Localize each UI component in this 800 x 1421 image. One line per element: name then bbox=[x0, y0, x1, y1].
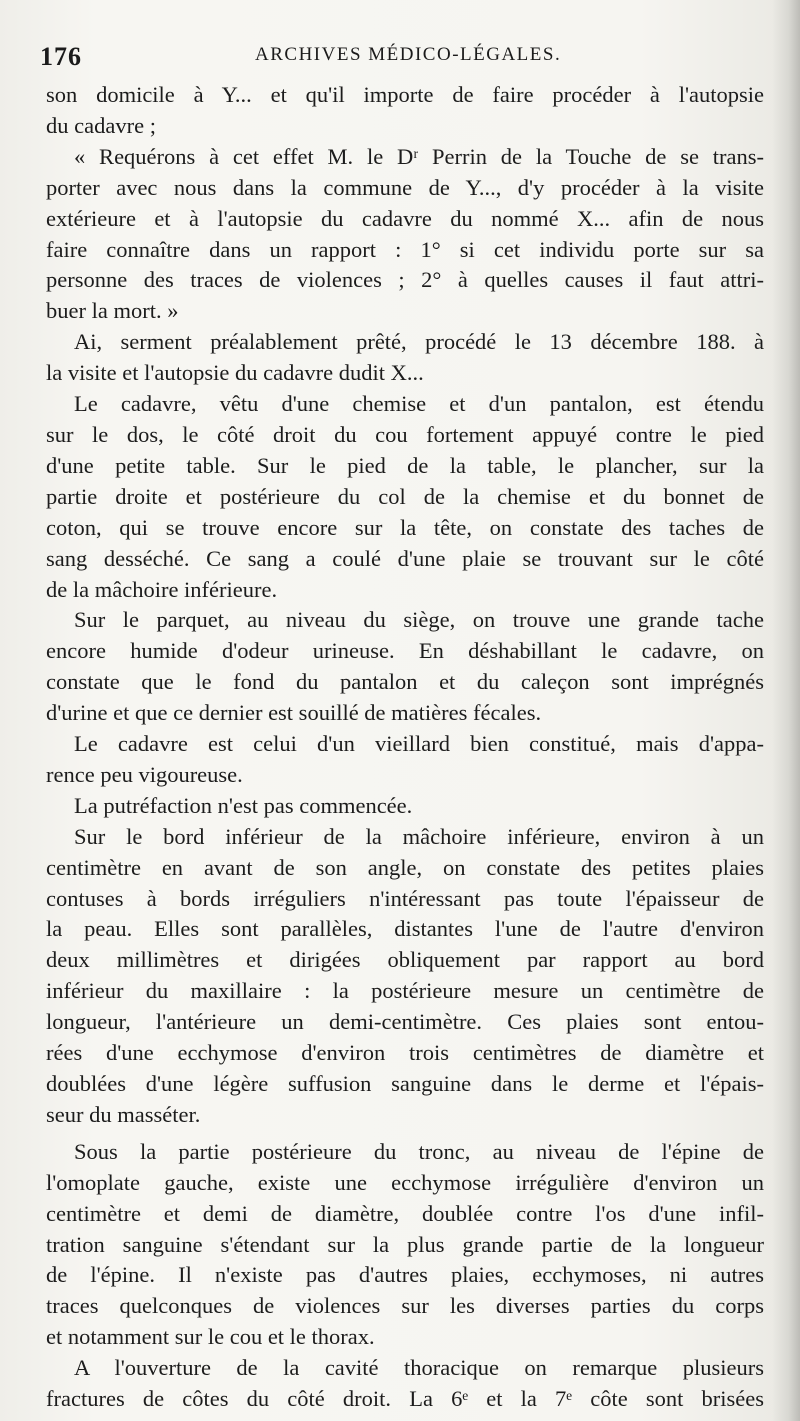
text-line: tration sanguine s'étendant sur la plus grande partie de la longueur bbox=[46, 1231, 764, 1257]
text-line: et notamment sur le cou et le thorax. bbox=[46, 1324, 375, 1350]
text-line: constate que le fond du pantalon et du caleçon sont imprégnés bbox=[46, 669, 764, 695]
text-line: personne des traces de violences ; 2° à quelles causes il faut attri- bbox=[46, 267, 764, 293]
running-head: ARCHIVES MÉDICO-LÉGALES. bbox=[255, 44, 562, 65]
text-line: Le cadavre, vêtu d'une chemise et d'un pantalon, est étendu bbox=[74, 391, 764, 417]
text-line: deux millimètres et dirigées obliquement par rapport au bord bbox=[46, 947, 764, 973]
text-line: inférieur du maxillaire : la postérieure mesure un centimètre de bbox=[46, 978, 764, 1004]
text-line: porter avec nous dans la commune de Y..., d'y procéder à la visite bbox=[46, 174, 764, 200]
text-line: d'une petite table. Sur le pied de la table, le plancher, sur la bbox=[46, 452, 764, 478]
text-line: contuses à bords irréguliers n'intéressant pas toute l'épaisseur de bbox=[46, 885, 764, 911]
text-line: la peau. Elles sont parallèles, distantes l'une de l'autre d'environ bbox=[46, 916, 764, 942]
body-text bbox=[46, 80, 764, 1415]
text-line: de la mâchoire inférieure. bbox=[46, 576, 278, 602]
text-line: Sur le bord inférieur de la mâchoire inférieure, environ à un bbox=[74, 823, 764, 849]
text-line: la visite et l'autopsie du cadavre dudit X... bbox=[46, 360, 424, 386]
text-line: A l'ouverture de la cavité thoracique on remarque plusieurs bbox=[74, 1355, 764, 1381]
text-line: extérieure et à l'autopsie du cadavre du nommé X... afin de nous bbox=[46, 205, 764, 231]
text-line: centimètre en avant de son angle, on constate des petites plaies bbox=[46, 854, 764, 880]
text-line: Sous la partie postérieure du tronc, au niveau de l'épine de bbox=[74, 1138, 764, 1164]
text-line: de l'épine. Il n'existe pas d'autres plaies, ecchymoses, ni autres bbox=[46, 1262, 764, 1288]
text-line: Sur le parquet, au niveau du siège, on trouve une grande tache bbox=[74, 607, 764, 633]
text-line: encore humide d'odeur urineuse. En déshabillant le cadavre, on bbox=[46, 638, 764, 664]
text-line: Le cadavre est celui d'un vieillard bien constitué, mais d'appa- bbox=[74, 731, 764, 757]
text-line: l'omoplate gauche, existe une ecchymose irrégulière d'environ un bbox=[46, 1169, 764, 1195]
text-line: La putréfaction n'est pas commencée. bbox=[74, 792, 413, 818]
text-line: Ai, serment préalablement prêté, procédé le 13 décembre 188. à bbox=[74, 329, 764, 355]
text-line: sang desséché. Ce sang a coulé d'une plaie se trouvant sur le côté bbox=[46, 545, 764, 571]
text-line: sur le dos, le côté droit du cou fortement appuyé contre le pied bbox=[46, 421, 764, 447]
page-header bbox=[40, 38, 770, 78]
text-line: buer la mort. » bbox=[46, 298, 179, 324]
text-line: d'urine et que ce dernier est souillé de matières fécales. bbox=[46, 700, 542, 726]
text-line: rées d'une ecchymose d'environ trois centimètres de diamètre et bbox=[46, 1040, 764, 1066]
text-line: du cadavre ; bbox=[46, 112, 156, 138]
text-line: son domicile à Y... et qu'il importe de faire procéder à l'autopsie bbox=[46, 82, 764, 107]
page-gutter-shadow bbox=[772, 0, 800, 1421]
text-line: doublées d'une légère suffusion sanguine dans le derme et l'épais- bbox=[46, 1071, 764, 1096]
text-line: longueur, l'antérieure un demi-centimètre. Ces plaies sont entou- bbox=[46, 1009, 764, 1035]
text-line: faire connaître dans un rapport : 1° si cet individu porte sur sa bbox=[46, 236, 764, 262]
text-line: fractures de côtes du côté droit. La 6ᵉ et la 7ᵉ côte sont brisées bbox=[46, 1386, 764, 1412]
text-line: traces quelconques de violences sur les diverses parties du corps bbox=[46, 1293, 764, 1319]
text-line: centimètre et demi de diamètre, doublée contre l'os d'une infil- bbox=[46, 1200, 764, 1226]
page-number: 176 bbox=[40, 42, 82, 71]
text-line: partie droite et postérieure du col de la chemise et du bonnet de bbox=[46, 483, 764, 509]
text-line: rence peu vigoureuse. bbox=[46, 761, 243, 787]
text-line: seur du masséter. bbox=[46, 1101, 201, 1127]
text-line: coton, qui se trouve encore sur la tête, on constate des taches de bbox=[46, 514, 764, 540]
text-line: « Requérons à cet effet M. le Dʳ Perrin de la Touche de se trans- bbox=[74, 143, 764, 169]
